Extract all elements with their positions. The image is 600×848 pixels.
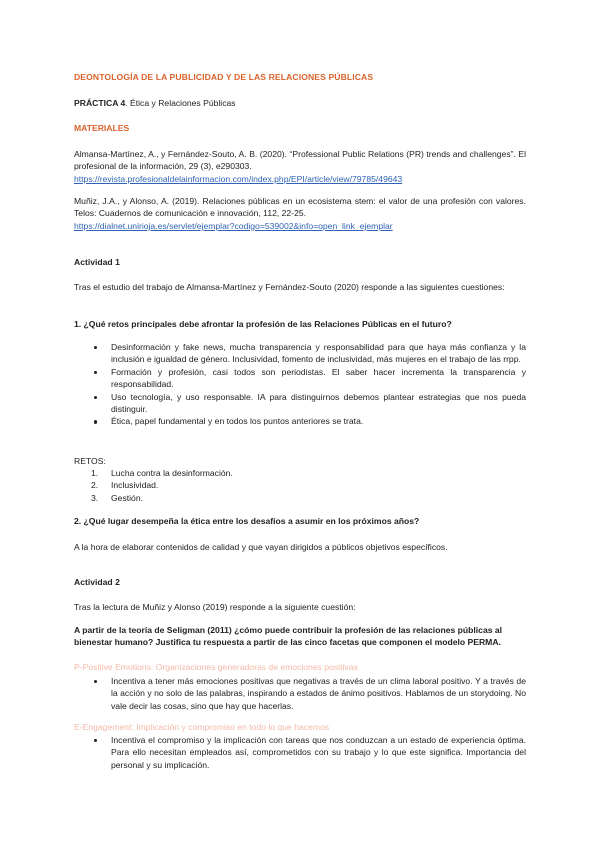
list-number: 2. <box>91 480 99 491</box>
retos-label: RETOS: <box>74 456 106 466</box>
reference-2-text: Muñiz, J.A., y Alonso, A. (2019). Relaciones públicas en un ecosistema stem: el valor de una profesión con valores. Telos: Cuadernos de comunicación e innovación, 112, 22-25. <box>74 196 526 219</box>
perma-e-heading: E-Engagement: Implicación y compromiso en todo lo que hacemos <box>74 722 330 732</box>
list-text: Gestión. <box>111 492 144 503</box>
list-item <box>82 479 526 491</box>
reference-1 <box>74 148 526 185</box>
list-item <box>82 492 526 504</box>
list-item: Incentiva a tener más emociones positivas que negativas a través de un clima laboral positivo. Y a través de la acción y no solo de las palabras, inspirando a estados de ánimo positivos. Hablamos de un storydoing. No vale decir las cosas, sino que hay que hacerlas. <box>82 675 526 712</box>
question-2: 2. ¿Qué lugar desempeña la ética entre los desafíos a asumir en los próximos años? <box>74 516 420 526</box>
actividad-1-heading: Actividad 1 <box>74 257 120 267</box>
list-item: Incentiva el compromiso y la implicación con tareas que nos conduzcan a un estado de experiencia óptima. Para ello necesitan empleados así, comprometidos con su trabajo y lo que este significa. Importancia del personal y su implicación. <box>82 734 526 771</box>
list-text: Lucha contra la desinformación. <box>111 468 233 478</box>
actividad-1-intro: Tras el estudio del trabajo de Almansa-Martínez y Fernández-Souto (2020) responde a las siguientes cuestiones: <box>74 282 505 292</box>
question-1-bullets <box>82 341 526 428</box>
actividad-2-intro: Tras la lectura de Muñiz y Alonso (2019) responde a la siguiente cuestión: <box>74 602 356 612</box>
practica-heading <box>74 97 526 109</box>
reference-1-text: Almansa-Martínez, A., y Fernández-Souto, A. B. (2020). “Professional Public Relations (PR) trends and challenges”. El profesional de la información, 29 (3), e290303. <box>74 149 526 172</box>
reference-2 <box>74 195 526 232</box>
list-item: Uso tecnología, y uso responsable. IA para distinguirnos debemos plantear estrategias que nos pueda distinguir. <box>82 391 526 416</box>
perma-e-bullets <box>82 734 526 771</box>
materiales-heading: MATERIALES <box>74 123 130 133</box>
list-item <box>82 467 526 479</box>
list-number: 1. <box>91 468 99 478</box>
reference-2-link[interactable]: https://dialnet.unirioja.es/servlet/ejemplar?codigo=539002&info=open_link_ejemplar <box>74 220 393 231</box>
question-1: 1. ¿Qué retos principales debe afrontar la profesión de las Relaciones Públicas en el futuro? <box>74 319 452 329</box>
question-2-answer: A la hora de elaborar contenidos de calidad y que vayan dirigidos a públicos objetivos específicos. <box>74 542 448 552</box>
list-text: Inclusividad. <box>111 480 159 491</box>
list-item: Desinformación y fake news, mucha transparencia y responsabilidad para que haya más confianza y la inclusión e igualdad de género. Inclusividad, fomento de inclusividad, más mujeres en el trabajo de las rrpp. <box>82 341 526 366</box>
document-title: DEONTOLOGÍA DE LA PUBLICIDAD Y DE LAS RELACIONES PÚBLICAS <box>74 72 374 82</box>
perma-p-heading: P-Positive Emotions: Organizaciones generadoras de emociones positivas <box>74 662 358 672</box>
list-item: Ética, papel fundamental y en todos los puntos anteriores se trata. <box>82 415 526 427</box>
actividad-2-heading: Actividad 2 <box>74 577 120 587</box>
retos-list <box>82 467 526 504</box>
practica-number: PRÁCTICA 4 <box>74 98 126 108</box>
list-number: 3. <box>91 492 99 503</box>
perma-p-bullets <box>82 675 526 712</box>
reference-1-link[interactable]: https://revista.profesionaldelainformacion.com/index.php/EPI/article/view/79785/49643 <box>74 173 403 184</box>
practica-subtitle: . Ética y Relaciones Públicas <box>125 98 236 108</box>
actividad-2-question: A partir de la teoría de Seligman (2011) ¿cómo puede contribuir la profesión de las relaciones públicas al bienestar humano? Justifica tu respuesta a partir de las cinco facetas que componen el modelo PERMA. <box>74 625 503 648</box>
list-item: Formación y profesión, casi todos son periodistas. El saber hacer incrementa la transparencia y responsabilidad. <box>82 366 526 391</box>
